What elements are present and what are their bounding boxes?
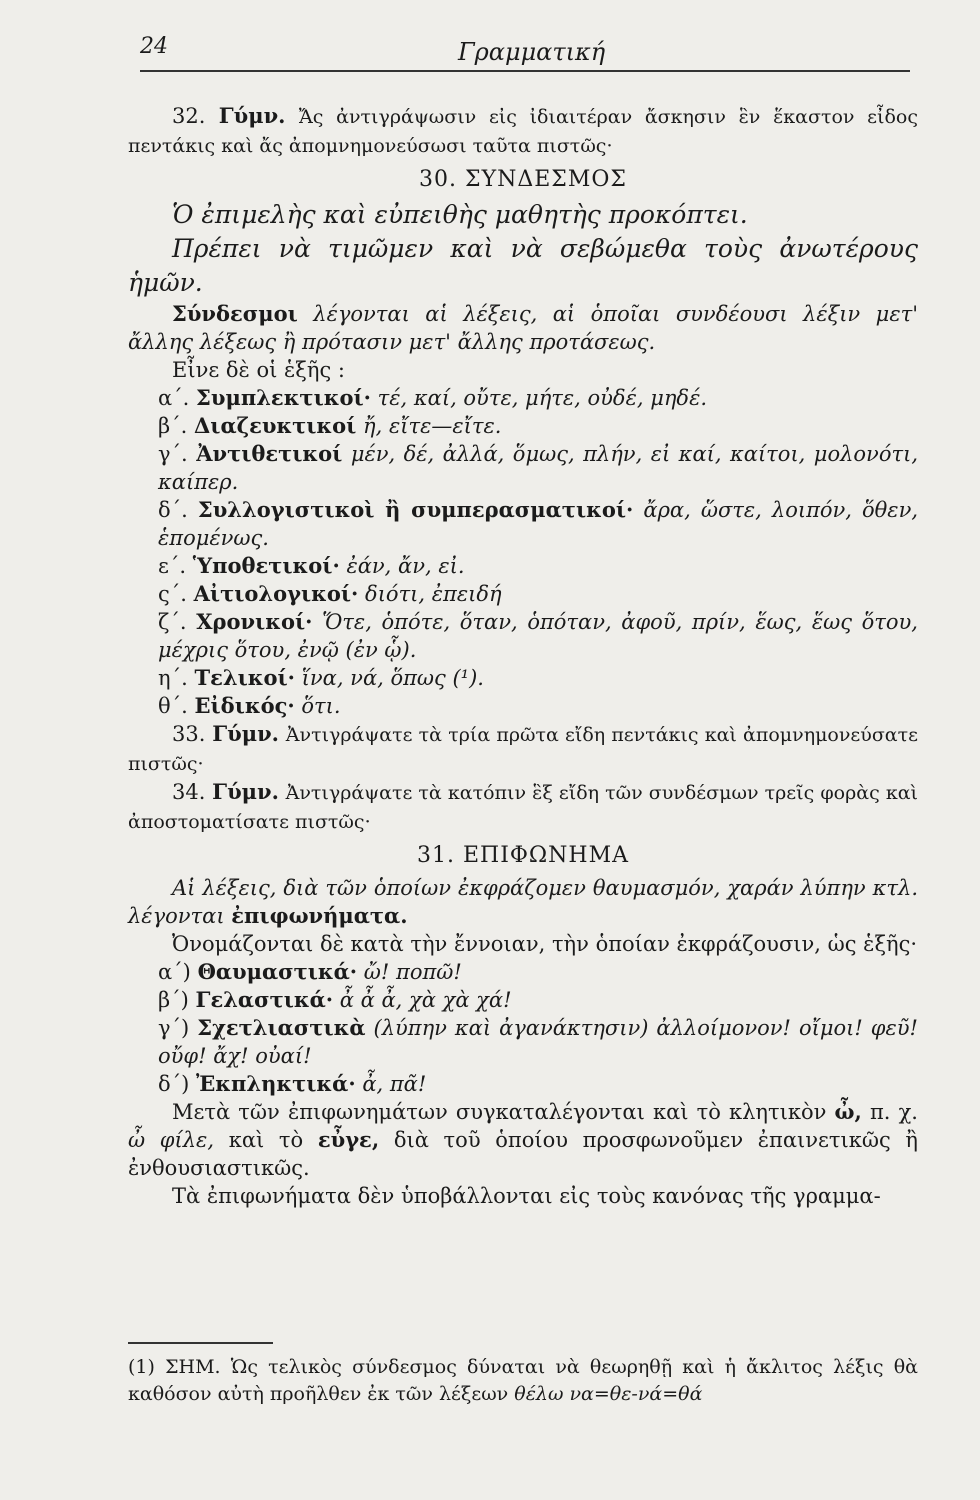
list-item: δ΄. Συλλογιστικοὶ ἢ συμπερασματικοί· ἄρα, ὥστε, λοιπόν, ὅθεν, ἑπομένως. bbox=[158, 497, 919, 550]
conjunction-definition: Σύνδεσμοι λέγονται αἱ λέξεις, αἱ ὁποῖαι συνδέουσι λέξιν μετ' ἄλλης λέξεως ἢ πρότασιν μετ' ἄλλης προτάσεως. bbox=[128, 301, 918, 354]
list-item: α΄. Συμπλεκτικοί· τέ, καί, οὔτε, μήτε, οὐδέ, μηδέ. bbox=[158, 385, 708, 410]
footnote-tail: θέλω να=θε-νά=θά bbox=[514, 1383, 703, 1405]
page-number: 24 bbox=[140, 34, 168, 59]
list-item: δ΄) Ἐκπληκτικά· ἆ, πᾶ! bbox=[158, 1071, 427, 1096]
page-body bbox=[128, 102, 918, 1210]
example-sentence-1: Ὁ ἐπιμελὴς καὶ εὐπειθὴς μαθητὴς προκόπτει. bbox=[172, 200, 748, 229]
list-item: ζ΄. Χρονικοί· Ὅτε, ὁπότε, ὅταν, ὁπόταν, ἀφοῦ, πρίν, ἕως, ἕως ὅτου, μέχρις ὅτου, ἐνῷ (ἐν ᾧ). bbox=[158, 609, 918, 662]
list-item: η΄. Τελικοί· ἵνα, νά, ὅπως (¹). bbox=[158, 665, 484, 690]
list-item: ε΄. Ὑποθετικοί· ἐάν, ἄν, εἰ. bbox=[158, 553, 465, 578]
conjunction-list bbox=[128, 384, 918, 720]
interjection-paragraph-2: Τὰ ἐπιφωνήματα δὲν ὑποβάλλονται εἰς τοὺς κανόνας τῆς γραμμα- bbox=[172, 1184, 881, 1208]
footnote-rule bbox=[128, 1342, 273, 1344]
interjection-list bbox=[128, 958, 918, 1098]
footnote-mark: (1) ΣΗΜ. bbox=[128, 1356, 221, 1378]
list-item: γ΄. Ἀντιθετικοί μέν, δέ, ἀλλά, ὅμως, πλήν, εἰ καί, καίτοι, μολονότι, καίπερ. bbox=[158, 441, 918, 494]
list-item: γ΄) Σχετλιαστικὰ (λύπην καὶ ἀγανάκτησιν) ἀλλοίμονον! οἴμοι! φεῦ! οὔφ! ἄχ! οὐαί! bbox=[158, 1015, 918, 1068]
interjection-definition: Αἱ λέξεις, διὰ τῶν ὁποίων ἐκφράζομεν θαυμασμόν, χαράν λύπην κτλ. λέγονται ἐπιφωνήματα. bbox=[128, 876, 918, 928]
section-31-heading: 31. ΕΠΙΦΩΝΗΜΑ bbox=[416, 843, 630, 868]
exercise-34: 34. Γύμν. Ἀντιγράψατε τὰ κατόπιν ἓξ εἴδη τῶν συνδέσμων τρεῖς φορὰς καὶ ἀποστοματίσατε πιστῶς· bbox=[128, 779, 918, 833]
conjunction-intro: Εἶνε δὲ οἱ ἑξῆς : bbox=[172, 358, 345, 382]
list-item: α΄) Θαυμαστικά· ὤ! ποπῶ! bbox=[158, 959, 462, 984]
footnote-text: Ὡς τελικὸς σύνδεσμος δύναται νὰ θεωρηθῇ καὶ ἡ ἄκλιτος λέξις θὰ καθόσον αὐτὴ προῆλθεν ἐκ τῶν λέξεων bbox=[128, 1356, 918, 1405]
interjection-intro: Ὀνομάζονται δὲ κατὰ τὴν ἔννοιαν, τὴν ὁποίαν ἐκφράζουσιν, ὡς ἑξῆς· bbox=[172, 932, 918, 956]
running-header bbox=[140, 28, 910, 68]
example-sentence-2: Πρέπει νὰ τιμῶμεν καὶ νὰ σεβώμεθα τοὺς ἀνωτέρους ἡμῶν. bbox=[128, 234, 918, 297]
running-title: Γραμματική bbox=[458, 38, 606, 66]
exercise-33: 33. Γύμν. Ἀντιγράψατε τὰ τρία πρῶτα εἴδη πεντάκις καὶ ἀπομνημονεύσατε πιστῶς· bbox=[128, 721, 918, 775]
footnote bbox=[128, 1354, 918, 1408]
exercise-32: 32. Γύμν. Ἄς ἀντιγράψωσιν εἰς ἰδιαιτέραν ἄσκησιν ἓν ἕκαστον εἶδος πεντάκις καὶ ἄς ἀπομνημονεύσωσι ταῦτα πιστῶς· bbox=[128, 103, 918, 157]
header-rule bbox=[140, 70, 910, 72]
list-item: β΄. Διαζευκτικοί ἤ, εἴτε—εἴτε. bbox=[158, 413, 502, 438]
section-30-heading: 30. ΣΥΝΔΕΣΜΟΣ bbox=[419, 167, 627, 192]
interjection-paragraph-1: Μετὰ τῶν ἐπιφωνημάτων συγκαταλέγονται καὶ τὸ κλητικὸν ὦ, π. χ. ὦ φίλε, καὶ τὸ εὖγε, διὰ τοῦ ὁποίου προσφωνοῦμεν ἐπαινετικῶς ἢ ἐνθουσιαστικῶς. bbox=[128, 1099, 919, 1180]
list-item: θ΄. Εἰδικός· ὅτι. bbox=[158, 693, 341, 718]
list-item: ς΄. Αἰτιολογικοί· διότι, ἐπειδή bbox=[158, 581, 502, 606]
list-item: β΄) Γελαστικά· ἆ ἆ ἆ, χὰ χὰ χά! bbox=[158, 987, 512, 1012]
